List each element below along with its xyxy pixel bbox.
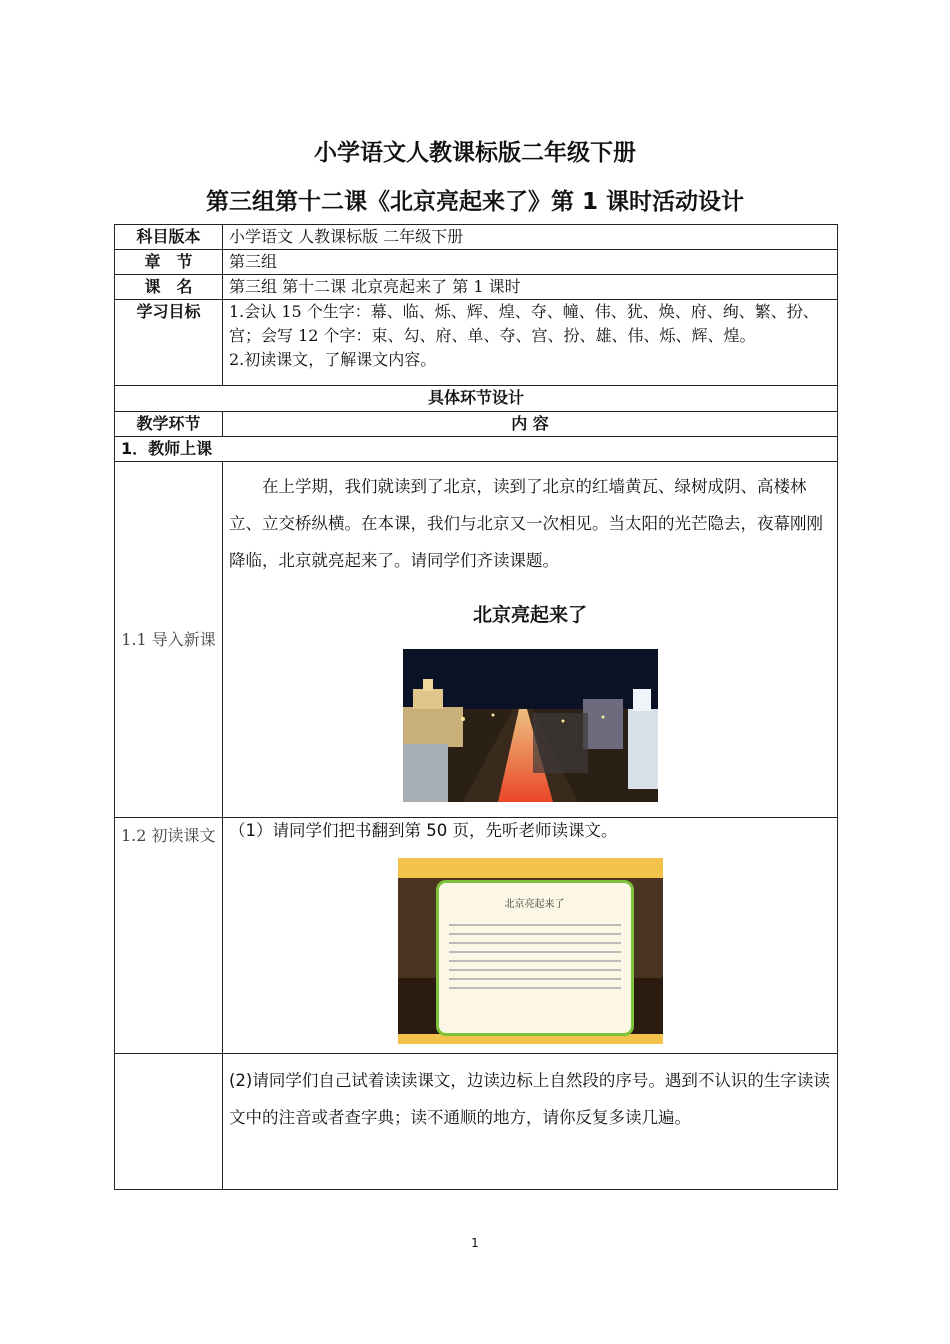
step-1-2-text-2: (2)请同学们自己试着读读课文，边读边标上自然段的序号。遇到不认识的生字读读文中的注音或者查字典；读不通顺的地方，请你反复多读几遍。 [229, 1071, 830, 1127]
subject-value: 小学语文 人教课标版 二年级下册 [223, 225, 838, 250]
content-column-header: 内 容 [223, 412, 838, 437]
design-header: 具体环节设计 [115, 386, 838, 412]
goal-label: 学习目标 [115, 300, 223, 386]
step-1-1-content [223, 462, 838, 818]
night-city-image [403, 649, 658, 802]
goal-line-1: 1.会认 15 个生字：幕、临、烁、辉、煌、夺、幢、伟、犹、焕、府、绚、繁、扮、宫；会写 12 个字：束、勾、府、单、夺、宫、扮、雄、伟、烁、辉、煌。 [229, 302, 819, 345]
page-number: 1 [471, 1236, 479, 1250]
slide-text-panel [436, 880, 634, 1036]
step-1-2-content-a [223, 818, 838, 1054]
step-column-header: 教学环节 [115, 412, 223, 437]
step-1-1-label: 1.1 导入新课 [115, 462, 223, 818]
step-1-2-label: 1.2 初读课文 [115, 818, 223, 1054]
document-title-line2: 第三组第十二课《北京亮起来了》第 1 课时活动设计 [205, 189, 745, 215]
step-1-1-text: 在上学期，我们就读到了北京，读到了北京的红墙黄瓦、绿树成阴、高楼林立、立交桥纵横。在本课，我们与北京又一次相见。当太阳的光芒隐去，夜幕刚刚降临，北京就亮起来了。请同学们齐读课题。 [229, 477, 823, 570]
step-1-2-label-continued [115, 1054, 223, 1190]
beijing-night-photo [403, 649, 658, 802]
lesson-value: 第三组 第十二课 北京亮起来了 第 1 课时 [223, 275, 838, 300]
chapter-value: 第三组 [223, 250, 838, 275]
step-1-2-content-b [223, 1054, 838, 1190]
section-teacher-class: 1．教师上课 [115, 437, 838, 462]
courseware-slide-image [398, 858, 663, 1044]
step-1-2-text-1: （1）请同学们把书翻到第 50 页，先听老师读课文。 [229, 821, 618, 840]
document-title-line1: 小学语文人教课标版二年级下册 [314, 140, 636, 166]
lesson-label: 课 名 [115, 275, 223, 300]
goal-line-2: 2.初读课文，了解课文内容。 [229, 350, 437, 369]
subject-label: 科目版本 [115, 225, 223, 250]
lesson-plan-table [114, 224, 838, 1190]
slide-title: 北京亮起来了 [504, 899, 565, 910]
chapter-label: 章 节 [115, 250, 223, 275]
lesson-title-heading: 北京亮起来了 [472, 604, 587, 626]
goal-value [223, 300, 838, 386]
